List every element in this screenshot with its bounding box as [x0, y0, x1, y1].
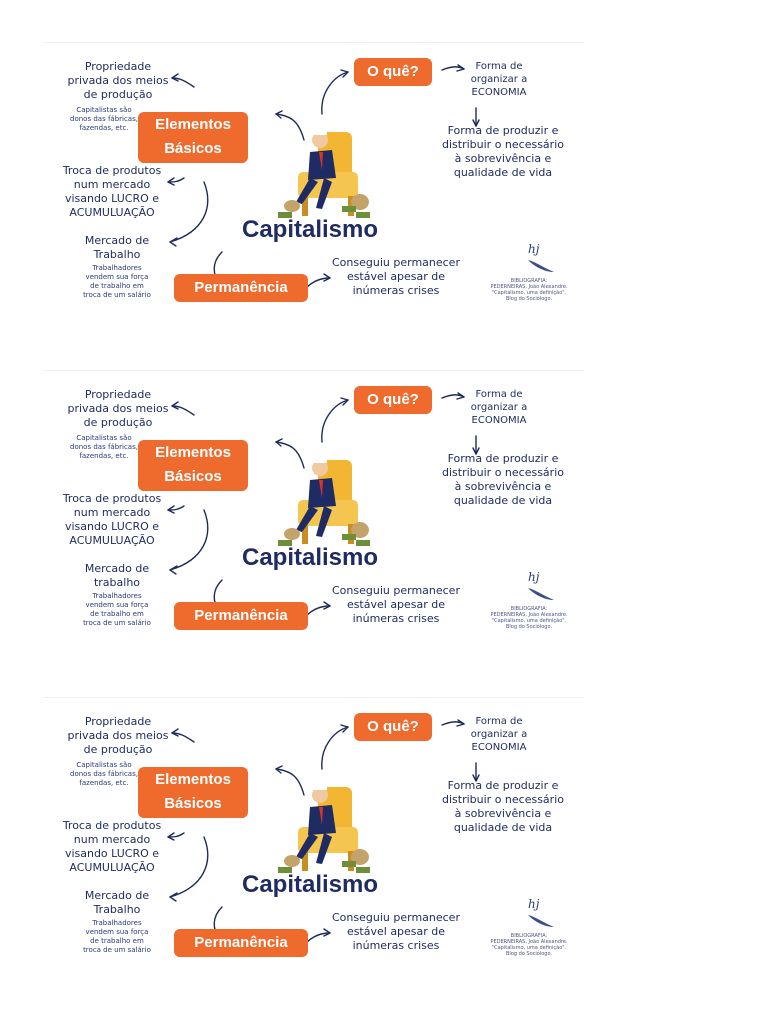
labor-market-title: Mercado de trabalho: [84, 562, 150, 589]
feather-icon: [526, 911, 556, 929]
private-property-text: Propriedade privada dos meios de produção: [67, 60, 169, 101]
feather-icon: [526, 256, 556, 274]
production-text: Forma de produzir e distribuir o necessário à sobrevivência e qualidade de vida: [442, 124, 564, 179]
capitalist-illustration: [270, 450, 380, 550]
main-title: Capitalismo: [242, 871, 379, 898]
labor-market-note: Trabalhadores vendem sua força de trabalho em troca de um salário: [83, 592, 151, 627]
permanence-text: Conseguiu permanecer estável apesar de inúmeras crises: [332, 911, 460, 952]
main-title: Capitalismo: [242, 544, 379, 571]
private-property-note: Capitalistas são donos das fábricas, fazendas, etc.: [70, 761, 138, 787]
production-text: Forma de produzir e distribuir o necessário à sobrevivência e qualidade de vida: [442, 452, 564, 507]
mindmap-panel: [44, 370, 584, 670]
elements-badge: Elementos Básicos: [138, 767, 248, 818]
trade-text: Troca de produtos num mercado visando LUCRO e ACUMULUAÇÃO: [62, 819, 162, 874]
what-badge: O quê?: [354, 58, 432, 86]
author-signature: hj: [528, 897, 540, 911]
trade-text: Troca de produtos num mercado visando LUCRO e ACUMULUAÇÃO: [62, 492, 162, 547]
economy-form-text: Forma de organizar a ECONOMIA: [470, 389, 528, 426]
private-property-text: Propriedade privada dos meios de produção: [67, 715, 169, 756]
what-badge: O quê?: [354, 386, 432, 414]
main-title: Capitalismo: [242, 216, 379, 243]
author-signature: hj: [528, 242, 540, 256]
labor-market-note: Trabalhadores vendem sua força de trabalho em troca de um salário: [83, 919, 151, 954]
permanence-badge: Permanência: [174, 602, 308, 630]
capitalist-illustration: [270, 777, 380, 877]
mindmap-panel: [44, 42, 584, 342]
bibliography-text: BIBLIOGRAFIA: PEDERNEIRAS, João Alexandre. "Capitalismo, uma definição". Blog do Sociólogo.: [490, 278, 568, 302]
labor-market-title: Mercado de Trabalho: [84, 234, 150, 261]
permanence-text: Conseguiu permanecer estável apesar de inúmeras crises: [332, 584, 460, 625]
private-property-note: Capitalistas são donos das fábricas, fazendas, etc.: [70, 434, 138, 460]
private-property-text: Propriedade privada dos meios de produção: [67, 388, 169, 429]
capitalist-illustration: [270, 122, 380, 222]
feather-icon: [526, 584, 556, 602]
bibliography-text: BIBLIOGRAFIA: PEDERNEIRAS, João Alexandre. "Capitalismo, uma definição". Blog do Sociólogo.: [490, 606, 568, 630]
elements-badge: Elementos Básicos: [138, 112, 248, 163]
labor-market-title: Mercado de Trabalho: [84, 889, 150, 916]
permanence-badge: Permanência: [174, 274, 308, 302]
private-property-note: Capitalistas são donos das fábricas, fazendas, etc.: [70, 106, 138, 132]
permanence-text: Conseguiu permanecer estável apesar de inúmeras crises: [332, 256, 460, 297]
economy-form-text: Forma de organizar a ECONOMIA: [470, 61, 528, 98]
production-text: Forma de produzir e distribuir o necessário à sobrevivência e qualidade de vida: [442, 779, 564, 834]
economy-form-text: Forma de organizar a ECONOMIA: [470, 716, 528, 753]
trade-text: Troca de produtos num mercado visando LUCRO e ACUMULUAÇÃO: [62, 164, 162, 219]
labor-market-note: Trabalhadores vendem sua força de trabalho em troca de um salário: [83, 264, 151, 299]
elements-badge: Elementos Básicos: [138, 440, 248, 491]
author-signature: hj: [528, 570, 540, 584]
bibliography-text: BIBLIOGRAFIA: PEDERNEIRAS, João Alexandre. "Capitalismo, uma definição". Blog do Sociólogo.: [490, 933, 568, 957]
mindmap-panel: [44, 697, 584, 997]
permanence-badge: Permanência: [174, 929, 308, 957]
what-badge: O quê?: [354, 713, 432, 741]
